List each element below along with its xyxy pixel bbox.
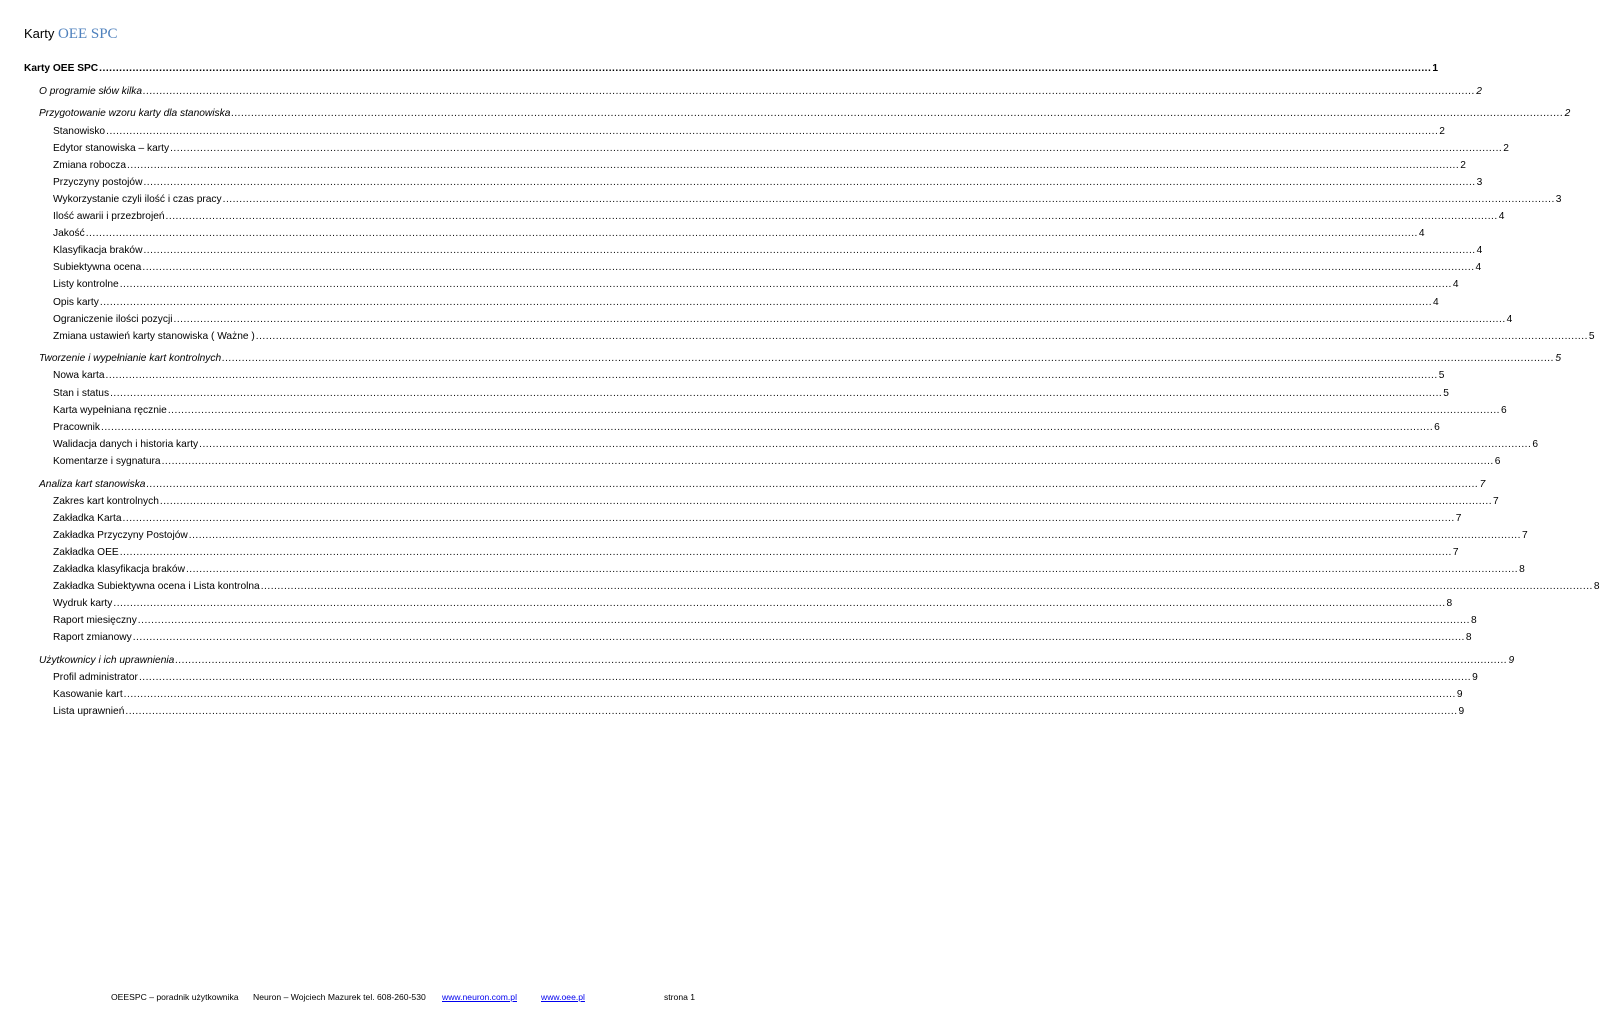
toc-entry-label: Stan i status [53, 387, 110, 399]
toc-entry[interactable] [24, 58, 1439, 75]
toc-entry-label: Zakres kart kontrolnych [53, 495, 159, 507]
toc-entry-page: 9 [1508, 655, 1515, 667]
toc-entry[interactable] [24, 382, 1449, 399]
toc-entry-page: 4 [1452, 279, 1459, 291]
footer-doc-title: OEESPC – poradnik użytkownika [111, 992, 239, 1002]
toc-entry-label: Raport zmianowy [53, 632, 132, 644]
toc-entry[interactable] [24, 172, 1483, 189]
toc-leader-dots: ................................................................................................................................................................................................................................................................................................................................................................................................................ [99, 296, 1433, 308]
toc-entry[interactable] [24, 81, 1482, 98]
toc-entry[interactable] [24, 417, 1440, 434]
toc-leader-dots: ................................................................................................................................................................................................................................................................................................................................................................................................................ [127, 159, 1460, 171]
toc-entry-label: Nowa karta [53, 370, 105, 382]
toc-entry[interactable] [24, 400, 1507, 417]
toc-entry-page: 7 [1521, 529, 1528, 541]
toc-leader-dots: ................................................................................................................................................................................................................................................................................................................................................................................................................ [142, 262, 1475, 274]
footer-company: Neuron – Wojciech Mazurek tel. 608-260-530 [253, 992, 426, 1002]
toc-entry-page: 4 [1476, 245, 1483, 257]
toc-entry-label: Zakładka OEE [53, 547, 119, 558]
toc-entry-label: Tworzenie i wypełnianie kart kontrolnych [39, 353, 222, 365]
toc-entry-page: 5 [1443, 387, 1449, 399]
toc-entry-label: Kasowanie kart [53, 689, 123, 701]
toc-entry-page: 7 [1455, 512, 1462, 524]
toc-entry-page: 6 [1494, 455, 1501, 467]
toc-entry-label: Profil administrator [53, 672, 138, 684]
toc-entry-page: 8 [1470, 615, 1477, 627]
footer-link-oee[interactable]: www.oee.pl [541, 992, 585, 1002]
toc-entry-label: O programie słów kilka [39, 85, 143, 97]
toc-entry-label: Walidacja danych i historia karty [53, 438, 199, 450]
toc-entry[interactable] [24, 291, 1439, 308]
toc-entry[interactable] [24, 684, 1463, 701]
toc-entry-page: 4 [1418, 228, 1425, 240]
toc-entry[interactable] [24, 451, 1501, 468]
toc-entry-page: 6 [1501, 404, 1507, 416]
toc-entry[interactable] [24, 189, 1562, 206]
toc-leader-dots: ................................................................................................................................................................................................................................................................................................................................................................................................................ [260, 581, 1593, 593]
toc-leader-dots: ................................................................................................................................................................................................................................................................................................................................................................................................................ [167, 404, 1500, 416]
toc-entry[interactable] [24, 542, 1459, 559]
toc-entry-label: Zakładka klasyfikacja braków [53, 564, 185, 576]
toc-entry[interactable] [24, 434, 1538, 451]
toc-entry[interactable] [24, 257, 1482, 274]
toc-leader-dots: ................................................................................................................................................................................................................................................................................................................................................................................................................ [143, 85, 1476, 97]
page-header [24, 26, 118, 42]
toc-entry[interactable] [24, 593, 1453, 610]
toc-entry-label: Przygotowanie wzoru karty dla stanowiska [39, 108, 231, 120]
toc-leader-dots: ................................................................................................................................................................................................................................................................................................................................................................................................................ [170, 142, 1503, 154]
toc-entry-label: Przyczyny postojów [53, 176, 143, 188]
toc-entry-page: 1 [1432, 63, 1439, 75]
toc-leader-dots: ................................................................................................................................................................................................................................................................................................................................................................................................................ [188, 529, 1521, 541]
toc-leader-dots: ................................................................................................................................................................................................................................................................................................................................................................................................................ [110, 387, 1443, 399]
toc-entry-label: Zakładka Subiektywna ocena i Lista kontrolna [53, 581, 260, 593]
toc-entry-label: Jakość [53, 228, 85, 240]
toc-entry[interactable] [24, 525, 1528, 542]
toc-leader-dots: ................................................................................................................................................................................................................................................................................................................................................................................................................ [173, 313, 1506, 325]
toc-leader-dots: ................................................................................................................................................................................................................................................................................................................................................................................................................ [113, 598, 1446, 610]
toc-leader-dots: ................................................................................................................................................................................................................................................................................................................................................................................................................ [231, 108, 1564, 120]
toc-entry[interactable] [24, 348, 1561, 365]
toc-leader-dots: ................................................................................................................................................................................................................................................................................................................................................................................................................ [119, 547, 1452, 558]
toc-entry[interactable] [24, 138, 1509, 155]
toc-leader-dots: ................................................................................................................................................................................................................................................................................................................................................................................................................ [137, 615, 1470, 627]
toc-entry[interactable] [24, 120, 1445, 137]
toc-entry-label: Opis karty [53, 296, 99, 308]
toc-entry-page: 5 [1555, 353, 1561, 365]
toc-entry[interactable] [24, 206, 1505, 223]
toc-leader-dots: ................................................................................................................................................................................................................................................................................................................................................................................................................ [185, 564, 1519, 576]
toc-entry-page: 2 [1503, 142, 1509, 154]
toc-entry-page: 4 [1498, 211, 1505, 223]
toc-entry-page: 9 [1458, 706, 1465, 718]
toc-entry-page: 2 [1439, 125, 1445, 137]
toc-entry-label: Karta wypełniana ręcznie [53, 404, 167, 416]
header-prefix: Karty [24, 26, 55, 41]
toc-entry-label: Zakładka Karta [53, 512, 122, 524]
toc-entry[interactable] [24, 155, 1466, 172]
toc-entry-page: 2 [1476, 85, 1482, 97]
toc-leader-dots: ................................................................................................................................................................................................................................................................................................................................................................................................................ [99, 63, 1432, 75]
toc-entry-label: Zmiana robocza [53, 159, 127, 171]
toc-entry[interactable] [24, 274, 1459, 291]
toc-entry-label: Stanowisko [53, 125, 106, 137]
toc-entry-label: Listy kontrolne [53, 279, 119, 291]
toc-leader-dots: ................................................................................................................................................................................................................................................................................................................................................................................................................ [138, 672, 1472, 684]
toc-entry-page: 4 [1506, 313, 1513, 325]
header-brand: OEE SPC [57, 26, 118, 42]
toc-entry[interactable] [24, 474, 1486, 491]
toc-leader-dots: ................................................................................................................................................................................................................................................................................................................................................................................................................ [143, 176, 1476, 188]
toc-entry-page: 6 [1532, 438, 1538, 450]
toc-entry-page: 9 [1472, 672, 1478, 684]
toc-entry[interactable] [24, 667, 1478, 684]
toc-entry-page: 5 [1438, 370, 1445, 382]
toc-entry-page: 8 [1593, 581, 1600, 593]
toc-leader-dots: ................................................................................................................................................................................................................................................................................................................................................................................................................ [165, 211, 1498, 223]
toc-entry-label: Wydruk karty [53, 598, 113, 610]
toc-leader-dots: ................................................................................................................................................................................................................................................................................................................................................................................................................ [175, 655, 1508, 667]
toc-leader-dots: ................................................................................................................................................................................................................................................................................................................................................................................................................ [122, 512, 1455, 524]
toc-leader-dots: ................................................................................................................................................................................................................................................................................................................................................................................................................ [101, 421, 1434, 433]
toc-entry-label: Zmiana ustawień karty stanowiska ( Ważne ) [53, 330, 255, 342]
toc-leader-dots: ................................................................................................................................................................................................................................................................................................................................................................................................................ [106, 125, 1439, 137]
toc-entry-label: Karty OEE SPC [24, 63, 99, 75]
toc-entry-label: Ilość awarii i przezbrojeń [53, 211, 165, 223]
toc-entry-page: 4 [1475, 262, 1482, 274]
toc-entry-page: 2 [1564, 108, 1571, 120]
footer-link-neuron[interactable]: www.neuron.com.pl [442, 992, 517, 1002]
toc-entry[interactable] [24, 240, 1483, 257]
toc-entry-page: 8 [1446, 598, 1453, 610]
toc-entry[interactable] [24, 627, 1472, 644]
toc-leader-dots: ................................................................................................................................................................................................................................................................................................................................................................................................................ [105, 370, 1438, 382]
toc-entry-page: 3 [1476, 176, 1483, 188]
toc-entry-page: 6 [1434, 421, 1440, 433]
toc-entry-label: Zakładka Przyczyny Postojów [53, 529, 188, 541]
toc-entry-label: Użytkownicy i ich uprawnienia [39, 655, 175, 667]
toc-leader-dots: ................................................................................................................................................................................................................................................................................................................................................................................................................ [85, 228, 1418, 240]
toc-leader-dots: ................................................................................................................................................................................................................................................................................................................................................................................................................ [119, 279, 1452, 291]
toc-entry[interactable] [24, 701, 1465, 718]
toc-entry-page: 8 [1465, 632, 1472, 644]
toc-entry-page: 8 [1519, 564, 1525, 576]
toc-entry-label: Pracownik [53, 421, 100, 433]
toc-entry-page: 5 [1588, 330, 1595, 342]
table-of-contents [24, 58, 1600, 718]
toc-entry-label: Wykorzystanie czyli ilość i czas pracy [53, 193, 222, 205]
toc-entry-page: 3 [1555, 193, 1562, 205]
toc-entry[interactable] [24, 103, 1571, 120]
toc-leader-dots: ................................................................................................................................................................................................................................................................................................................................................................................................................ [255, 330, 1588, 342]
toc-entry-page: 7 [1479, 478, 1486, 490]
toc-entry[interactable] [24, 365, 1445, 382]
toc-entry-label: Klasyfikacja braków [53, 245, 143, 257]
toc-entry[interactable] [24, 508, 1462, 525]
toc-entry-label: Komentarze i sygnatura [53, 455, 161, 467]
footer-page-number: strona 1 [664, 992, 696, 1002]
toc-leader-dots: ................................................................................................................................................................................................................................................................................................................................................................................................................ [146, 478, 1479, 490]
toc-entry-page: 4 [1433, 296, 1439, 308]
toc-entry-label: Subiektywna ocena [53, 262, 142, 274]
toc-entry-label: Edytor stanowiska – karty [53, 142, 170, 154]
toc-entry[interactable] [24, 309, 1513, 326]
toc-entry[interactable] [24, 610, 1477, 627]
toc-leader-dots: ................................................................................................................................................................................................................................................................................................................................................................................................................ [125, 706, 1458, 718]
toc-entry[interactable] [24, 223, 1425, 240]
toc-leader-dots: ................................................................................................................................................................................................................................................................................................................................................................................................................ [222, 353, 1555, 365]
toc-entry-page: 9 [1456, 689, 1463, 701]
toc-entry[interactable] [24, 491, 1499, 508]
toc-entry[interactable] [24, 559, 1525, 576]
toc-entry[interactable] [24, 326, 1595, 343]
toc-entry-page: 7 [1493, 495, 1499, 507]
toc-entry-label: Lista uprawnień [53, 706, 125, 718]
toc-entry-label: Raport miesięczny [53, 615, 137, 627]
toc-leader-dots: ................................................................................................................................................................................................................................................................................................................................................................................................................ [143, 245, 1476, 257]
toc-entry-page: 7 [1452, 547, 1459, 558]
toc-leader-dots: ................................................................................................................................................................................................................................................................................................................................................................................................................ [132, 632, 1465, 644]
toc-leader-dots: ................................................................................................................................................................................................................................................................................................................................................................................................................ [159, 495, 1493, 507]
toc-leader-dots: ................................................................................................................................................................................................................................................................................................................................................................................................................ [161, 455, 1494, 467]
toc-entry[interactable] [24, 650, 1515, 667]
toc-entry[interactable] [24, 576, 1600, 593]
toc-entry-label: Analiza kart stanowiska [39, 478, 146, 490]
toc-leader-dots: ................................................................................................................................................................................................................................................................................................................................................................................................................ [199, 438, 1532, 450]
toc-leader-dots: ................................................................................................................................................................................................................................................................................................................................................................................................................ [222, 193, 1555, 205]
toc-entry-page: 2 [1460, 159, 1466, 171]
toc-leader-dots: ................................................................................................................................................................................................................................................................................................................................................................................................................ [123, 689, 1456, 701]
toc-entry-label: Ograniczenie ilości pozycji [53, 313, 173, 325]
